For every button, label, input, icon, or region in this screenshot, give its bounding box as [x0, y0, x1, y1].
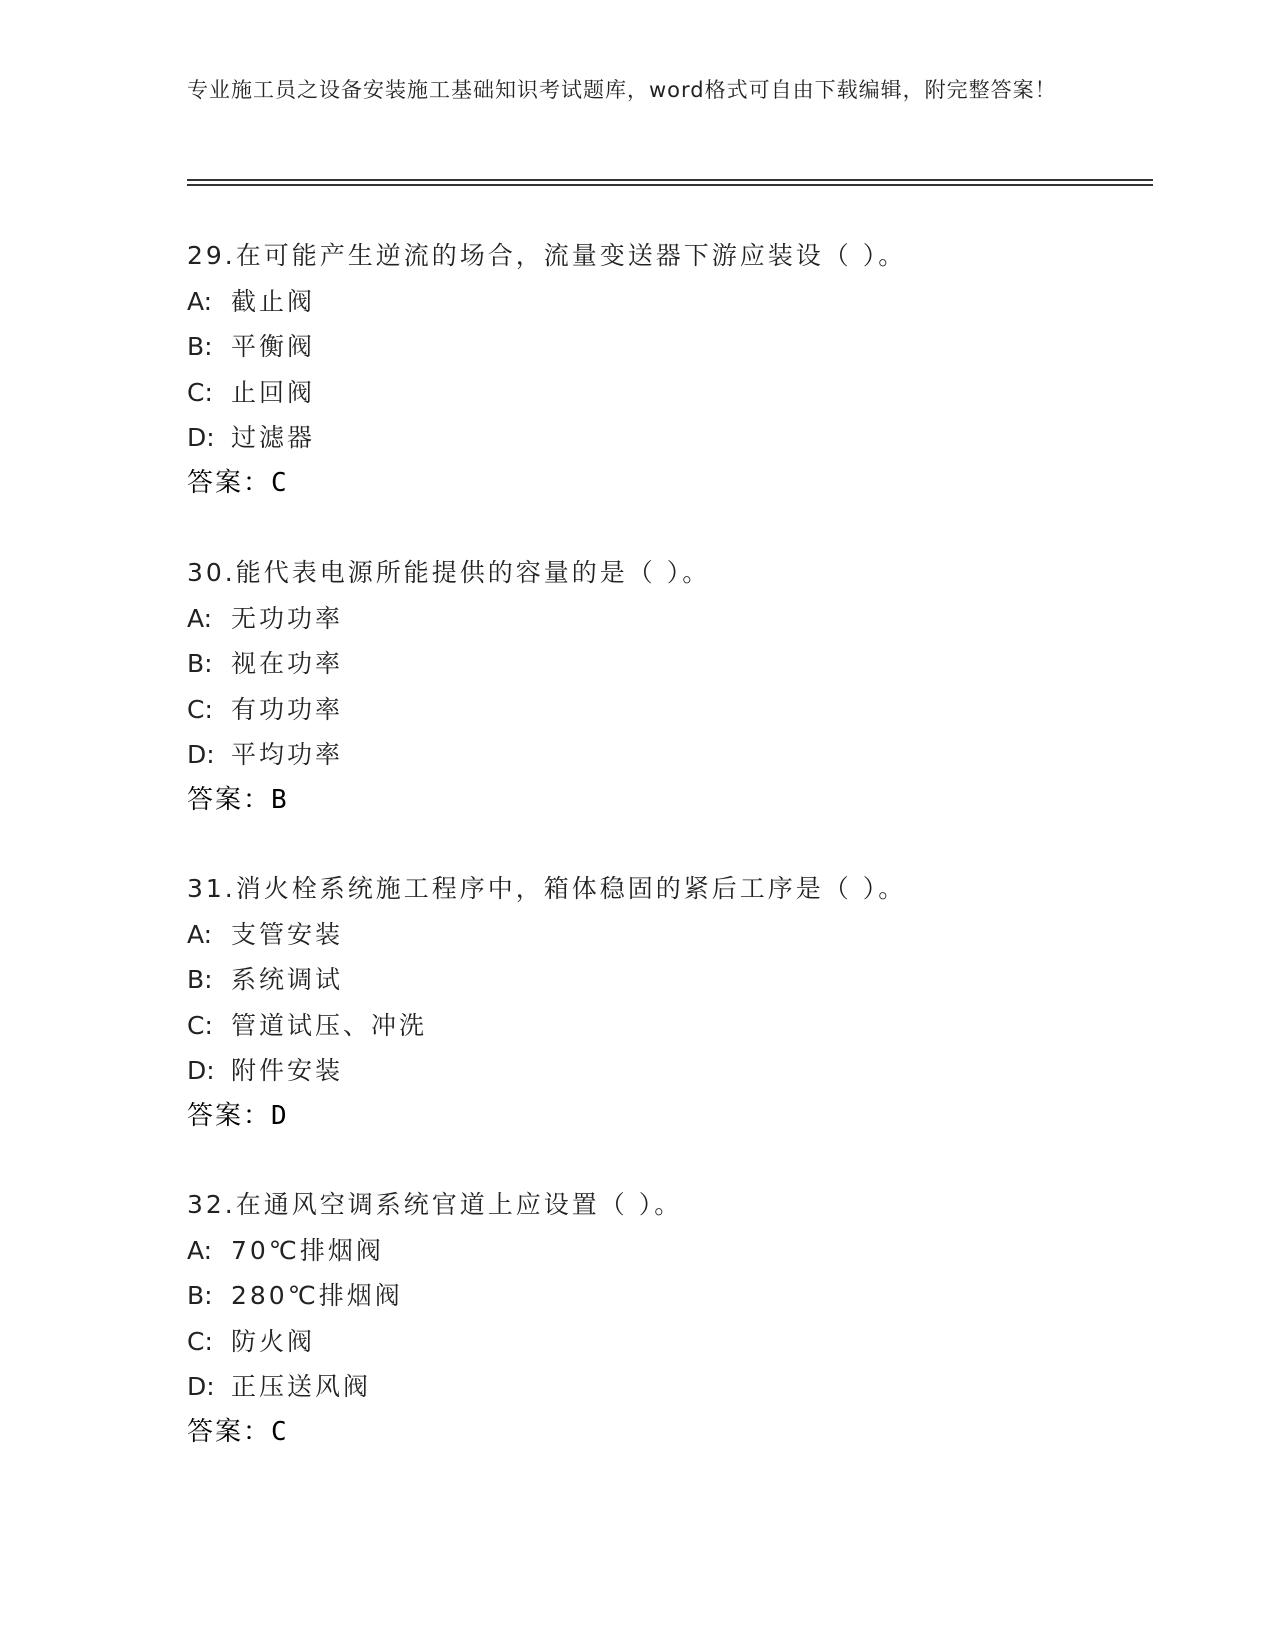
question-32 — [187, 1182, 1153, 1455]
option-text: 平均功率 — [231, 740, 344, 769]
option-b — [187, 641, 1153, 687]
answer-value: B — [271, 784, 289, 815]
answer-label: 答案： — [187, 784, 272, 815]
answer-line — [187, 778, 1153, 824]
option-letter: B: — [187, 332, 213, 361]
question-31 — [187, 866, 1153, 1139]
option-text: 视在功率 — [231, 649, 344, 678]
option-text: 截止阀 — [231, 286, 316, 316]
option-c — [187, 1319, 1153, 1365]
option-d — [187, 1364, 1153, 1410]
answer-value: D — [271, 1100, 289, 1131]
option-letter: A: — [187, 1235, 213, 1265]
option-text: 防火阀 — [231, 1326, 316, 1356]
question-stem: 31.消火栓系统施工程序中，箱体稳固的紧后工序是（ ）。 — [187, 874, 907, 903]
answer-line — [187, 461, 1153, 507]
answer-label: 答案： — [187, 1100, 272, 1131]
option-text: 280℃排烟阀 — [231, 1281, 403, 1310]
option-text: 过滤器 — [231, 423, 316, 452]
option-text: 正压送风阀 — [231, 1372, 372, 1401]
option-letter: C: — [187, 1326, 213, 1356]
option-letter: B: — [187, 649, 213, 678]
option-b — [187, 1273, 1153, 1319]
option-letter: C: — [187, 694, 213, 724]
option-text: 止回阀 — [231, 377, 316, 407]
option-d — [187, 732, 1153, 778]
option-text: 70℃排烟阀 — [231, 1235, 384, 1265]
header-divider-top — [187, 179, 1153, 181]
option-d — [187, 415, 1153, 461]
option-text: 支管安装 — [231, 919, 344, 949]
option-letter: D: — [187, 1372, 215, 1401]
option-c — [187, 687, 1153, 733]
answer-value: C — [271, 467, 289, 498]
option-text: 有功功率 — [231, 694, 344, 724]
option-letter: D: — [187, 1056, 215, 1085]
answer-value: C — [271, 1416, 289, 1447]
option-letter: D: — [187, 740, 215, 769]
option-letter: B: — [187, 1281, 213, 1310]
option-letter: C: — [187, 1010, 213, 1040]
answer-label: 答案： — [187, 1416, 272, 1447]
option-d — [187, 1048, 1153, 1094]
option-text: 附件安装 — [231, 1056, 344, 1085]
option-a — [187, 279, 1153, 325]
answer-line — [187, 1094, 1153, 1140]
option-letter: C: — [187, 377, 213, 407]
option-text: 系统调试 — [231, 965, 344, 994]
option-a — [187, 596, 1153, 642]
question-stem: 30.能代表电源所能提供的容量的是（ ）。 — [187, 558, 711, 587]
option-letter: B: — [187, 965, 213, 994]
option-b — [187, 324, 1153, 370]
option-a — [187, 912, 1153, 958]
question-30 — [187, 550, 1153, 823]
header-divider-bottom — [187, 184, 1153, 186]
question-29 — [187, 233, 1153, 506]
option-letter: D: — [187, 423, 215, 452]
option-text: 平衡阀 — [231, 332, 316, 361]
option-c — [187, 1003, 1153, 1049]
option-b — [187, 957, 1153, 1003]
question-stem: 32.在通风空调系统官道上应设置（ ）。 — [187, 1190, 683, 1219]
answer-label: 答案： — [187, 467, 272, 498]
option-letter: A: — [187, 919, 213, 949]
option-a — [187, 1228, 1153, 1274]
option-letter: A: — [187, 286, 213, 316]
question-stem: 29.在可能产生逆流的场合，流量变送器下游应装设（ ）。 — [187, 241, 907, 270]
option-c — [187, 370, 1153, 416]
document-header: 专业施工员之设备安装施工基础知识考试题库，word格式可自由下载编辑，附完整答案！ — [187, 78, 1057, 102]
option-letter: A: — [187, 603, 213, 633]
option-text: 管道试压、冲洗 — [231, 1010, 428, 1040]
answer-line — [187, 1410, 1153, 1456]
option-text: 无功功率 — [231, 603, 344, 633]
